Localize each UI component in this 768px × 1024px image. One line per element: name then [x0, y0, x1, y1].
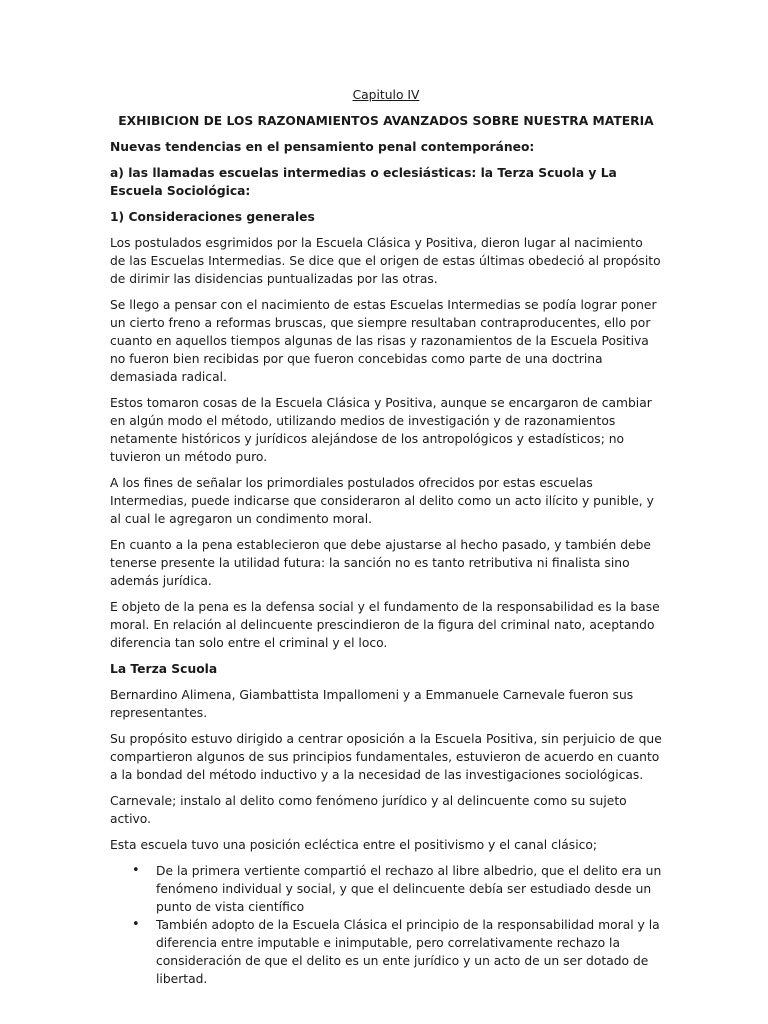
list-item-text: También adopto de la Escuela Clásica el principio de la responsabilidad moral y la diferencia entre imputable e inimputable, pero correlativamente rechazo la consideración de que el delito es un ente jurídico y un acto de un ser dotado de libertad.: [156, 918, 660, 986]
bullet-list: [110, 862, 662, 988]
chapter-heading: Capitulo IV: [352, 88, 420, 102]
heading-tendencias: Nuevas tendencias en el pensamiento penal contemporáneo:: [110, 140, 535, 154]
document-title: EXHIBICION DE LOS RAZONAMIENTOS AVANZADOS SOBRE NUESTRA MATERIA: [118, 114, 654, 128]
bullet-icon: •: [132, 917, 140, 932]
paragraph: Su propósito estuvo dirigido a centrar oposición a la Escuela Positiva, sin perjuicio de que compartieron algunos de sus principios fundamentales, estuvieron de acuerdo en cuanto a la bondad del método inductivo y a la necesidad de las investigaciones sociológicas.: [110, 732, 662, 782]
paragraph: Esta escuela tuvo una posición ecléctica entre el positivismo y el canal clásico;: [110, 838, 598, 852]
list-item-text: De la primera vertiente compartió el rechazo al libre albedrio, que el delito era un fenómeno individual y social, y que el delincuente debía ser estudiado desde un punto de vista científico: [156, 864, 662, 914]
heading-terza-scuola: La Terza Scuola: [110, 662, 218, 676]
heading-escuelas: a) las llamadas escuelas intermedias o eclesiásticas: la Terza Scuola y La Escuela Sociológica:: [110, 166, 617, 198]
paragraph: Se llego a pensar con el nacimiento de estas Escuelas Intermedias se podía lograr poner un cierto freno a reformas bruscas, que siempre resultaban contraproducentes, ello por cuanto en aquellos tiempos algunas de las risas y razonamientos de la Escuela Positiva no fueron bien recibidas por que fueron concebidas como parte de una doctrina demasiada radical.: [110, 298, 657, 384]
paragraph: Bernardino Alimena, Giambattista Impallomeni y a Emmanuele Carnevale fueron sus representantes.: [110, 688, 634, 720]
paragraph: A los fines de señalar los primordiales postulados ofrecidos por estas escuelas Intermedias, puede indicarse que consideraron al delito como un acto ilícito y punible, y al cual le agregaron un condimento moral.: [110, 476, 654, 526]
paragraph: Carnevale; instalo al delito como fenómeno jurídico y al delincuente como su sujeto activo.: [110, 794, 627, 826]
document-page: [110, 86, 662, 988]
list-item: [110, 916, 662, 988]
heading-consideraciones: 1) Consideraciones generales: [110, 210, 315, 224]
list-item: [110, 862, 662, 916]
paragraph: Los postulados esgrimidos por la Escuela Clásica y Positiva, dieron lugar al nacimiento de las Escuelas Intermedias. Se dice que el origen de estas últimas obedeció al propósito de dirimir las disidencias puntualizadas por las otras.: [110, 236, 661, 286]
paragraph: E objeto de la pena es la defensa social y el fundamento de la responsabilidad es la base moral. En relación al delincuente prescindieron de la figura del criminal nato, aceptando diferencia tan solo entre el criminal y el loco.: [110, 600, 660, 650]
paragraph: Estos tomaron cosas de la Escuela Clásica y Positiva, aunque se encargaron de cambiar en algún modo el método, utilizando medios de investigación y de razonamientos netamente históricos y jurídicos alejándose de los antropológicos y estadísticos; no tuvieron un método puro.: [110, 396, 652, 464]
paragraph: En cuanto a la pena establecieron que debe ajustarse al hecho pasado, y también debe tenerse presente la utilidad futura: la sanción no es tanto retributiva ni finalista sino además jurídica.: [110, 538, 651, 588]
bullet-icon: •: [132, 863, 140, 878]
